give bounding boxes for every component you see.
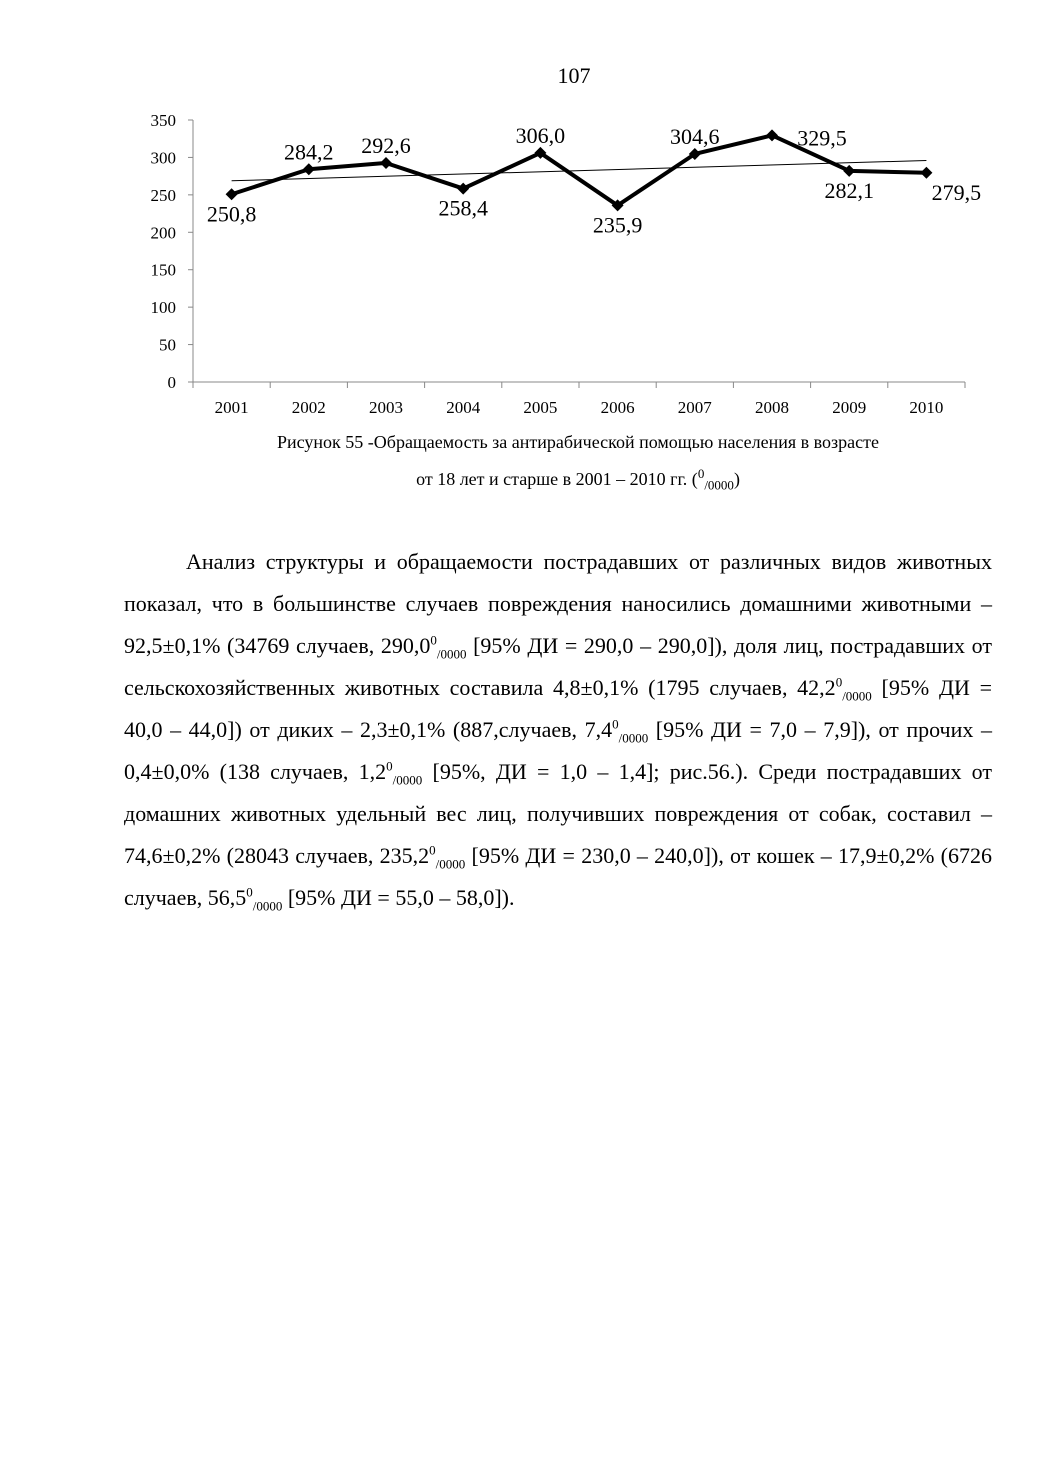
y-tick-label: 100 <box>150 298 176 318</box>
y-tick-label: 300 <box>150 148 176 168</box>
caption-superscript: 0 <box>697 466 705 481</box>
figure-caption-line-2 <box>122 464 1034 494</box>
data-label: 282,1 <box>824 177 874 203</box>
data-label: 250,8 <box>206 201 257 227</box>
y-tick-label: 0 <box>167 373 176 392</box>
y-tick-label: 50 <box>159 335 176 355</box>
text-segment: [95%, ДИ = 1,0 – 1,4]; рис.56.). Среди пострадавших от домашних животных удельный вес лиц, получивших повреждения от собак, составил – 74,6±0,2% (28043 случаев, 235,2 <box>124 759 993 868</box>
text-segment: [95% ДИ = 55,0 – 58,0]). <box>282 885 515 910</box>
subscript: /0000 <box>392 772 423 788</box>
data-label: 235,9 <box>592 212 643 238</box>
data-label: 329,5 <box>797 125 847 151</box>
figure-caption-line-1: Рисунок 55 -Обращаемость за антирабической помощью населения в возрасте <box>277 432 879 452</box>
data-label: 292,6 <box>361 132 411 158</box>
data-point-marker <box>303 163 315 175</box>
caption-text: от 18 лет и старше в 2001 – 2010 гг. ( <box>416 469 698 489</box>
text-segment: Анализ структуры и обращаемости пострадавших от различных видов животных показал, что в большинстве случаев повреждения наносились домашними животными – 92,5±0,1% (34769 случаев, 290,0 <box>124 549 992 658</box>
subscript: /0000 <box>842 688 872 704</box>
caption-subscript: /0000 <box>704 477 734 493</box>
y-tick-label: 200 <box>150 223 176 243</box>
data-point-marker <box>766 129 778 141</box>
data-label: 279,5 <box>931 179 982 205</box>
text-segment: [95% ДИ = 7,0 – 7,9]), от прочих – 0,4±0,0% (138 случаев, 1,2 <box>124 717 992 784</box>
y-axis <box>151 111 194 392</box>
data-point-marker <box>457 183 469 195</box>
superscript: 0 <box>612 716 619 732</box>
data-label: 304,6 <box>670 123 720 149</box>
data-point-marker <box>380 157 392 169</box>
line-chart <box>0 0 1040 420</box>
x-tick-label: 2001 <box>214 398 249 417</box>
x-tick-label: 2005 <box>523 398 558 417</box>
superscript: 0 <box>430 632 437 648</box>
subscript: /0000 <box>435 856 466 872</box>
y-tick-label: 150 <box>150 260 176 280</box>
subscript: /0000 <box>252 898 283 914</box>
page-number: 107 <box>557 63 591 88</box>
subscript: /0000 <box>618 730 649 746</box>
x-tick-label: 2002 <box>291 398 326 417</box>
superscript: 0 <box>246 884 253 900</box>
y-tick-label: 350 <box>150 111 176 130</box>
data-label: 306,0 <box>515 122 566 148</box>
subscript: /0000 <box>436 646 467 662</box>
data-label: 258,4 <box>438 195 488 221</box>
text-segment: [95% ДИ = 40,0 – 44,0]) от диких – 2,3±0,1% (887,случаев, 7,4 <box>124 675 992 742</box>
x-tick-label: 2010 <box>909 398 944 417</box>
caption-end: ) <box>733 469 740 489</box>
data-point-marker <box>843 165 855 177</box>
data-labels <box>207 123 981 237</box>
x-tick-label: 2006 <box>600 398 635 417</box>
data-label: 284,2 <box>284 139 334 165</box>
x-tick-label: 2004 <box>446 398 481 417</box>
y-tick-label: 250 <box>150 185 176 205</box>
x-tick-label: 2009 <box>832 398 867 417</box>
x-tick-label: 2003 <box>369 398 403 417</box>
superscript: 0 <box>429 842 436 858</box>
superscript: 0 <box>835 674 843 690</box>
x-tick-label: 2008 <box>755 398 789 417</box>
data-point-marker <box>226 188 238 200</box>
text-segment: [95% ДИ = 230,0 – 240,0]), от кошек – 17,9±0,2% (6726 случаев, 56,5 <box>124 843 993 910</box>
x-axis <box>193 382 965 417</box>
data-point-marker <box>920 167 932 179</box>
body-paragraph <box>124 541 992 919</box>
superscript: 0 <box>386 758 393 774</box>
x-tick-label: 2007 <box>677 398 712 417</box>
text-segment: [95% ДИ = 290,0 – 290,0]), доля лиц, пострадавших от сельскохозяйственных животных составила 4,8±0,1% (1795 случаев, 42,2 <box>124 633 993 700</box>
